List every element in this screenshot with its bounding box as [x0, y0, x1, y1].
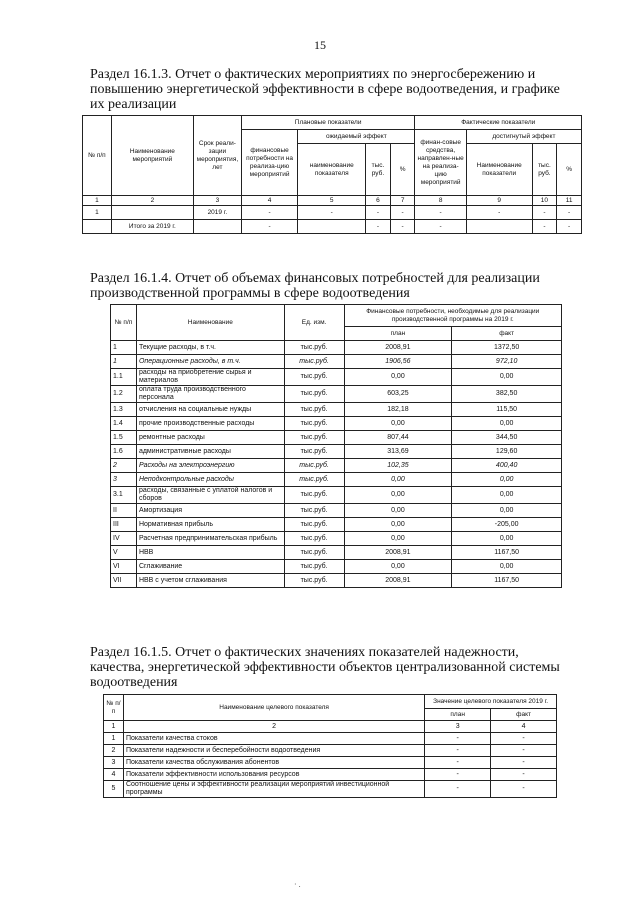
row-num: 1 — [111, 355, 137, 369]
row-fact: 972,10 — [452, 355, 562, 369]
heading-line: качества, энергетической эффективности объектов централизованной системы — [90, 660, 560, 675]
row-plan: - — [425, 733, 491, 745]
row-unit: тыс.руб. — [284, 445, 344, 459]
row-fact: 400,40 — [452, 459, 562, 473]
row-fact: 129,60 — [452, 445, 562, 459]
row-unit: тыс.руб. — [284, 574, 344, 588]
table-row — [111, 369, 562, 386]
row-plan: 2008,91 — [344, 546, 452, 560]
row-plan: 0,00 — [344, 560, 452, 574]
financial-needs-table — [110, 304, 562, 588]
header-pct: % — [390, 144, 415, 196]
row-unit: тыс.руб. — [284, 341, 344, 355]
table-row — [104, 733, 557, 745]
row-plan: 807,44 — [344, 431, 452, 445]
row-unit: тыс.руб. — [284, 417, 344, 431]
cell: - — [366, 206, 391, 220]
row-plan: 2008,91 — [344, 574, 452, 588]
table-row — [111, 574, 562, 588]
row-num: V — [111, 546, 137, 560]
table-row — [111, 546, 562, 560]
header-deadline: Срок реали-зации мероприятия, лет — [193, 116, 241, 196]
header-achieved-effect: достигнутый эффект — [466, 130, 581, 144]
table-row — [111, 504, 562, 518]
row-num: 3 — [111, 473, 137, 487]
index-cell: 10 — [532, 196, 557, 206]
index-cell: 11 — [557, 196, 582, 206]
cell — [83, 220, 112, 234]
header-fin-means: финан-совые средства, направлен-ные на реализа-цию мероприятий — [415, 130, 466, 196]
row-fact: 1167,50 — [452, 546, 562, 560]
row-plan: - — [425, 769, 491, 781]
table-row — [111, 445, 562, 459]
cell: 1 — [83, 206, 112, 220]
heading-line: Раздел 16.1.3. Отчет о фактических мероприятиях по энергосбережению и — [90, 67, 536, 82]
row-name: отчисления на социальные нужды — [136, 403, 284, 417]
row-plan: 0,00 — [344, 417, 452, 431]
row-fact: 0,00 — [452, 487, 562, 504]
table-row — [111, 417, 562, 431]
index-row — [83, 196, 582, 206]
row-num: 1.4 — [111, 417, 137, 431]
row-unit: тыс.руб. — [284, 431, 344, 445]
row-plan: 313,69 — [344, 445, 452, 459]
cell: - — [415, 206, 466, 220]
row-fact: 1167,50 — [452, 574, 562, 588]
row-plan: 102,35 — [344, 459, 452, 473]
table-row — [111, 487, 562, 504]
row-num: 3 — [104, 757, 124, 769]
table-row — [111, 386, 562, 403]
index-cell: 3 — [193, 196, 241, 206]
cell: - — [390, 206, 415, 220]
index-cell: 2 — [111, 196, 193, 206]
header-effect-name: наименование показателя — [298, 144, 366, 196]
row-fact: 0,00 — [452, 532, 562, 546]
cell: - — [532, 206, 557, 220]
index-cell: 3 — [425, 721, 491, 733]
table-row — [111, 403, 562, 417]
row-fact: 0,00 — [452, 504, 562, 518]
cell: - — [415, 220, 466, 234]
row-fact: 344,50 — [452, 431, 562, 445]
row-plan: - — [425, 745, 491, 757]
header-name: Наименование — [136, 305, 284, 341]
row-name: НВВ с учетом сглаживания — [136, 574, 284, 588]
index-cell: 7 — [390, 196, 415, 206]
row-fact: 0,00 — [452, 417, 562, 431]
row-plan: 0,00 — [344, 369, 452, 386]
table-row — [111, 459, 562, 473]
header-name: Наименование мероприятий — [111, 116, 193, 196]
header-num: № п/п — [83, 116, 112, 196]
row-name: расходы, связанные с уплатой налогов и сборов — [136, 487, 284, 504]
row-num: VI — [111, 560, 137, 574]
table-row — [111, 431, 562, 445]
index-cell: 5 — [298, 196, 366, 206]
heading-line: производственной программы в сфере водоотведения — [90, 286, 410, 301]
table-row — [111, 518, 562, 532]
cell — [111, 206, 193, 220]
row-plan: 182,18 — [344, 403, 452, 417]
row-unit: тыс.руб. — [284, 459, 344, 473]
table-row — [111, 560, 562, 574]
row-num: 1.6 — [111, 445, 137, 459]
row-name: оплата труда производственного персонала — [136, 386, 284, 403]
row-name: прочие производственные расходы — [136, 417, 284, 431]
header-pct: % — [557, 144, 582, 196]
index-cell: 8 — [415, 196, 466, 206]
row-name: ремонтные расходы — [136, 431, 284, 445]
header-expected-effect: ожидаемый эффект — [298, 130, 415, 144]
cell: - — [241, 206, 298, 220]
header-thous-rub: тыс. руб. — [366, 144, 391, 196]
cell: - — [390, 220, 415, 234]
row-name: расходы на приобретение сырья и материалов — [136, 369, 284, 386]
row-plan: 0,00 — [344, 473, 452, 487]
row-fact: 1372,50 — [452, 341, 562, 355]
cell: - — [557, 206, 582, 220]
row-name: Показатели эффективности использования ресурсов — [123, 769, 424, 781]
row-unit: тыс.руб. — [284, 403, 344, 417]
row-fact: 0,00 — [452, 560, 562, 574]
cell: Итого за 2019 г. — [111, 220, 193, 234]
row-num: VII — [111, 574, 137, 588]
row-plan: 2008,91 — [344, 341, 452, 355]
cell: - — [557, 220, 582, 234]
row-unit: тыс.руб. — [284, 532, 344, 546]
cell: 2019 г. — [193, 206, 241, 220]
table-row — [104, 745, 557, 757]
header-plan: план — [344, 327, 452, 341]
header-fin-needs: финансовые потребности на реализа-цию мероприятий — [241, 130, 298, 196]
cell: - — [241, 220, 298, 234]
row-num: 1 — [104, 733, 124, 745]
row-unit: тыс.руб. — [284, 487, 344, 504]
cell — [193, 220, 241, 234]
row-name: Текущие расходы, в т.ч. — [136, 341, 284, 355]
row-name: Неподконтрольные расходы — [136, 473, 284, 487]
row-unit: тыс.руб. — [284, 546, 344, 560]
row-unit: тыс.руб. — [284, 355, 344, 369]
heading-line: Раздел 16.1.4. Отчет об объемах финансовых потребностей для реализации — [90, 271, 540, 286]
heading-line: Раздел 16.1.5. Отчет о фактических значениях показателей надежности, — [90, 645, 519, 660]
header-unit: Ед. изм. — [284, 305, 344, 341]
row-plan: 603,25 — [344, 386, 452, 403]
cell — [298, 220, 366, 234]
row-num: 1.3 — [111, 403, 137, 417]
row-unit: тыс.руб. — [284, 518, 344, 532]
header-fact: факт — [491, 709, 557, 721]
cell: - — [466, 206, 532, 220]
row-plan: 0,00 — [344, 532, 452, 546]
section-16-1-3-heading — [90, 67, 582, 112]
heading-line: водоотведения — [90, 675, 178, 690]
row-unit: тыс.руб. — [284, 560, 344, 574]
row-unit: тыс.руб. — [284, 369, 344, 386]
row-unit: тыс.руб. — [284, 386, 344, 403]
row-num: 2 — [111, 459, 137, 473]
row-plan: 0,00 — [344, 518, 452, 532]
header-planned: Плановые показатели — [241, 116, 415, 130]
row-num: 1 — [111, 341, 137, 355]
row-fact: - — [491, 757, 557, 769]
index-cell: 9 — [466, 196, 532, 206]
row-fact: -205,00 — [452, 518, 562, 532]
header-fin-needs: Финансовые потребности, необходимые для реализации производственной программы на 2019 г. — [344, 305, 561, 327]
table-row — [104, 769, 557, 781]
header-fact: факт — [452, 327, 562, 341]
table-row — [111, 532, 562, 546]
row-name: Операционные расходы, в т.ч. — [136, 355, 284, 369]
row-unit: тыс.руб. — [284, 504, 344, 518]
row-num: 4 — [104, 769, 124, 781]
row-num: II — [111, 504, 137, 518]
header-value: Значение целевого показателя 2019 г. — [425, 695, 557, 709]
row-name: Показатели надежности и бесперебойности водоотведения — [123, 745, 424, 757]
section-16-1-5-heading — [90, 645, 582, 690]
cell: - — [532, 220, 557, 234]
row-num: 1.5 — [111, 431, 137, 445]
footer-mark: · . — [294, 880, 301, 889]
row-num: 5 — [104, 781, 124, 798]
index-cell: 2 — [123, 721, 424, 733]
section-16-1-4-heading — [90, 271, 582, 301]
row-name: Показатели качества стоков — [123, 733, 424, 745]
table-row — [83, 206, 582, 220]
cell — [466, 220, 532, 234]
row-num: III — [111, 518, 137, 532]
header-num: № п/п — [111, 305, 137, 341]
row-name: Соотношение цены и эффективности реализации мероприятий инвестиционной программы — [123, 781, 424, 798]
header-actual: Фактические показатели — [415, 116, 582, 130]
row-fact: 0,00 — [452, 473, 562, 487]
row-name: Амортизация — [136, 504, 284, 518]
row-num: IV — [111, 532, 137, 546]
row-name: административные расходы — [136, 445, 284, 459]
index-cell: 1 — [104, 721, 124, 733]
row-plan: - — [425, 757, 491, 769]
heading-line: их реализации — [90, 97, 177, 112]
row-plan: 0,00 — [344, 487, 452, 504]
total-row — [83, 220, 582, 234]
table-row — [111, 473, 562, 487]
index-cell: 6 — [366, 196, 391, 206]
row-fact: 115,50 — [452, 403, 562, 417]
index-cell: 4 — [241, 196, 298, 206]
cell: - — [366, 220, 391, 234]
table-row — [111, 341, 562, 355]
row-plan: 1906,56 — [344, 355, 452, 369]
row-name: НВВ — [136, 546, 284, 560]
energy-saving-measures-table — [82, 115, 582, 234]
row-fact: - — [491, 769, 557, 781]
table-row — [111, 355, 562, 369]
row-num: 1.1 — [111, 369, 137, 386]
row-name: Расходы на электроэнергию — [136, 459, 284, 473]
row-plan: 0,00 — [344, 504, 452, 518]
row-name: Нормативная прибыль — [136, 518, 284, 532]
row-fact: - — [491, 781, 557, 798]
row-name: Показатели качества обслуживания абонентов — [123, 757, 424, 769]
row-fact: 382,50 — [452, 386, 562, 403]
index-row — [104, 721, 557, 733]
row-plan: - — [425, 781, 491, 798]
row-fact: 0,00 — [452, 369, 562, 386]
header-thous-rub: тыс. руб. — [532, 144, 557, 196]
cell: - — [298, 206, 366, 220]
page-number: 15 — [314, 38, 326, 52]
table-row — [104, 781, 557, 798]
row-num: 3.1 — [111, 487, 137, 504]
row-num: 1.2 — [111, 386, 137, 403]
header-name: Наименование целевого показателя — [123, 695, 424, 721]
heading-line: повышению энергетической эффективности в сфере водоотведения, и графике — [90, 82, 560, 97]
row-num: 2 — [104, 745, 124, 757]
table-row — [104, 757, 557, 769]
row-unit: тыс.руб. — [284, 473, 344, 487]
header-num: № п/п — [104, 695, 124, 721]
row-fact: - — [491, 733, 557, 745]
header-effect-name-actual: Наименование показатели — [466, 144, 532, 196]
index-cell: 1 — [83, 196, 112, 206]
row-name: Сглаживание — [136, 560, 284, 574]
reliability-indicators-table — [103, 694, 557, 798]
row-name: Расчетная предпринимательская прибыль — [136, 532, 284, 546]
index-cell: 4 — [491, 721, 557, 733]
row-fact: - — [491, 745, 557, 757]
header-plan: план — [425, 709, 491, 721]
